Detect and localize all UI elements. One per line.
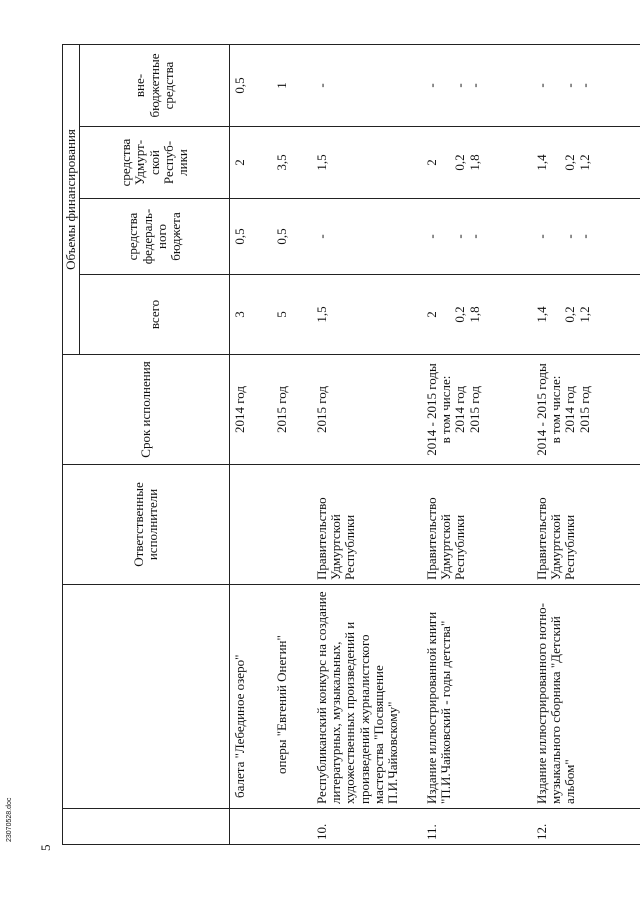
row-extra (532, 45, 640, 127)
extra-value: - (423, 83, 439, 88)
row-num: 11. (422, 809, 532, 845)
federal-value: - (576, 234, 592, 239)
republic-value (439, 131, 453, 194)
row-deadline (422, 355, 532, 465)
row-total (312, 275, 422, 355)
deadline-value: в том числе: (438, 375, 454, 444)
row-federal (312, 199, 422, 275)
federal-value: 0,5 (273, 228, 289, 245)
republic-value: 2 (232, 159, 248, 166)
extra-value (439, 49, 453, 122)
row-num: 12. (532, 809, 640, 845)
extra-value: - (452, 83, 468, 88)
row-federal (532, 199, 640, 275)
federal-value: - (452, 234, 468, 239)
row-republic (272, 127, 312, 199)
row-total (532, 275, 640, 355)
table-row (532, 45, 640, 845)
extra-value: - (562, 83, 578, 88)
federal-value: - (562, 234, 578, 239)
row-responsible (230, 465, 272, 585)
total-value: 3 (232, 311, 248, 318)
page-number: 5 (38, 844, 53, 851)
total-value: 1,5 (313, 306, 329, 323)
federal-value: - (533, 234, 549, 239)
deadline-value: в том числе: (548, 375, 564, 444)
total-value: 5 (273, 311, 289, 318)
row-num (272, 809, 312, 845)
deadline-value: 2015 год (273, 386, 289, 433)
row-extra (312, 45, 422, 127)
table-body (230, 45, 640, 845)
header-row-1 (63, 45, 80, 845)
extra-value: - (466, 83, 482, 88)
row-republic (532, 127, 640, 199)
total-value: 1,8 (466, 306, 482, 323)
header-funding: Объемы финансирования (63, 45, 80, 355)
row-deadline (532, 355, 640, 465)
row-federal (422, 199, 532, 275)
row-deadline (272, 355, 312, 465)
row-name: оперы "Евгений Онегин" (272, 585, 312, 809)
header-name (63, 585, 230, 809)
row-name: Издание иллюстрированной книги "П.И.Чайковский - годы детства" (422, 585, 532, 809)
deadline-value: 2015 год (313, 386, 329, 433)
table-row (312, 45, 422, 845)
federal-value: - (313, 234, 329, 239)
federal-value: - (466, 234, 482, 239)
deadline-value: 2014 год (452, 386, 468, 433)
row-extra (272, 45, 312, 127)
deadline-value: 2014 - 2015 годы (423, 363, 439, 456)
header-federal: средства федераль-ного бюджета (80, 199, 230, 275)
row-extra (422, 45, 532, 127)
deadline-value: 2015 год (466, 386, 482, 433)
total-value: 0,2 (562, 306, 578, 323)
total-value: 1,2 (576, 306, 592, 323)
deadline-value: 2015 год (576, 386, 592, 433)
total-value (439, 279, 453, 350)
header-deadline: Срок исполнения (63, 355, 230, 465)
row-name: Издание иллюстрированного нотно-музыкального сборника "Детский альбом" (532, 585, 640, 809)
federal-value (439, 203, 453, 270)
header-responsible: Ответственные исполнители (63, 465, 230, 585)
row-num (230, 809, 272, 845)
row-responsible (272, 465, 312, 585)
deadline-value: 2014 год (232, 386, 248, 433)
row-total (230, 275, 272, 355)
row-republic (312, 127, 422, 199)
row-republic (422, 127, 532, 199)
extra-value: 0,5 (232, 77, 248, 94)
extra-value: - (313, 83, 329, 88)
total-value: 1,4 (533, 306, 549, 323)
table-row (422, 45, 532, 845)
total-value: 0,2 (452, 306, 468, 323)
funding-table (62, 44, 640, 845)
rotated-page (38, 45, 622, 851)
republic-value: 3,5 (273, 154, 289, 171)
row-name: Республиканский конкурс на создание литературных, музыкальных, художественных произведений и произведений журналистского мастерства "Посвящение П.И.Чайковскому" (312, 585, 422, 809)
republic-value: 1,5 (313, 154, 329, 171)
federal-value: 0,5 (232, 228, 248, 245)
row-extra (230, 45, 272, 127)
republic-value: 2 (423, 159, 439, 166)
federal-value: - (423, 234, 439, 239)
extra-value: - (576, 83, 592, 88)
header-num (63, 809, 230, 845)
row-deadline (230, 355, 272, 465)
republic-value: 1,2 (576, 154, 592, 171)
table-row (230, 45, 272, 845)
total-value: 2 (423, 311, 439, 318)
row-name: балета "Лебединое озеро" (230, 585, 272, 809)
footer-filename: 23070528.doc (6, 797, 13, 842)
table-row (272, 45, 312, 845)
deadline-value: 2014 год (562, 386, 578, 433)
row-total (422, 275, 532, 355)
row-republic (230, 127, 272, 199)
row-responsible: Правительство Удмуртской Республики (312, 465, 422, 585)
extra-value: - (533, 83, 549, 88)
deadline-value: 2014 - 2015 годы (533, 363, 549, 456)
row-federal (272, 199, 312, 275)
row-responsible: Правительство Удмуртской Республики (422, 465, 532, 585)
republic-value: 0,2 (562, 154, 578, 171)
row-total (272, 275, 312, 355)
extra-value: 1 (273, 82, 289, 89)
row-deadline (312, 355, 422, 465)
extra-value (549, 49, 563, 122)
row-federal (230, 199, 272, 275)
republic-value: 1,4 (533, 154, 549, 171)
header-republic: средства Удмурт-ской Респуб-лики (80, 127, 230, 199)
republic-value: 1,8 (466, 154, 482, 171)
total-value (549, 279, 563, 350)
row-responsible: Правительство Удмуртской Республики (532, 465, 640, 585)
republic-value (549, 131, 563, 194)
federal-value (549, 203, 563, 270)
row-num: 10. (312, 809, 422, 845)
header-total: всего (80, 275, 230, 355)
header-extra: вне-бюджетные средства (80, 45, 230, 127)
republic-value: 0,2 (452, 154, 468, 171)
